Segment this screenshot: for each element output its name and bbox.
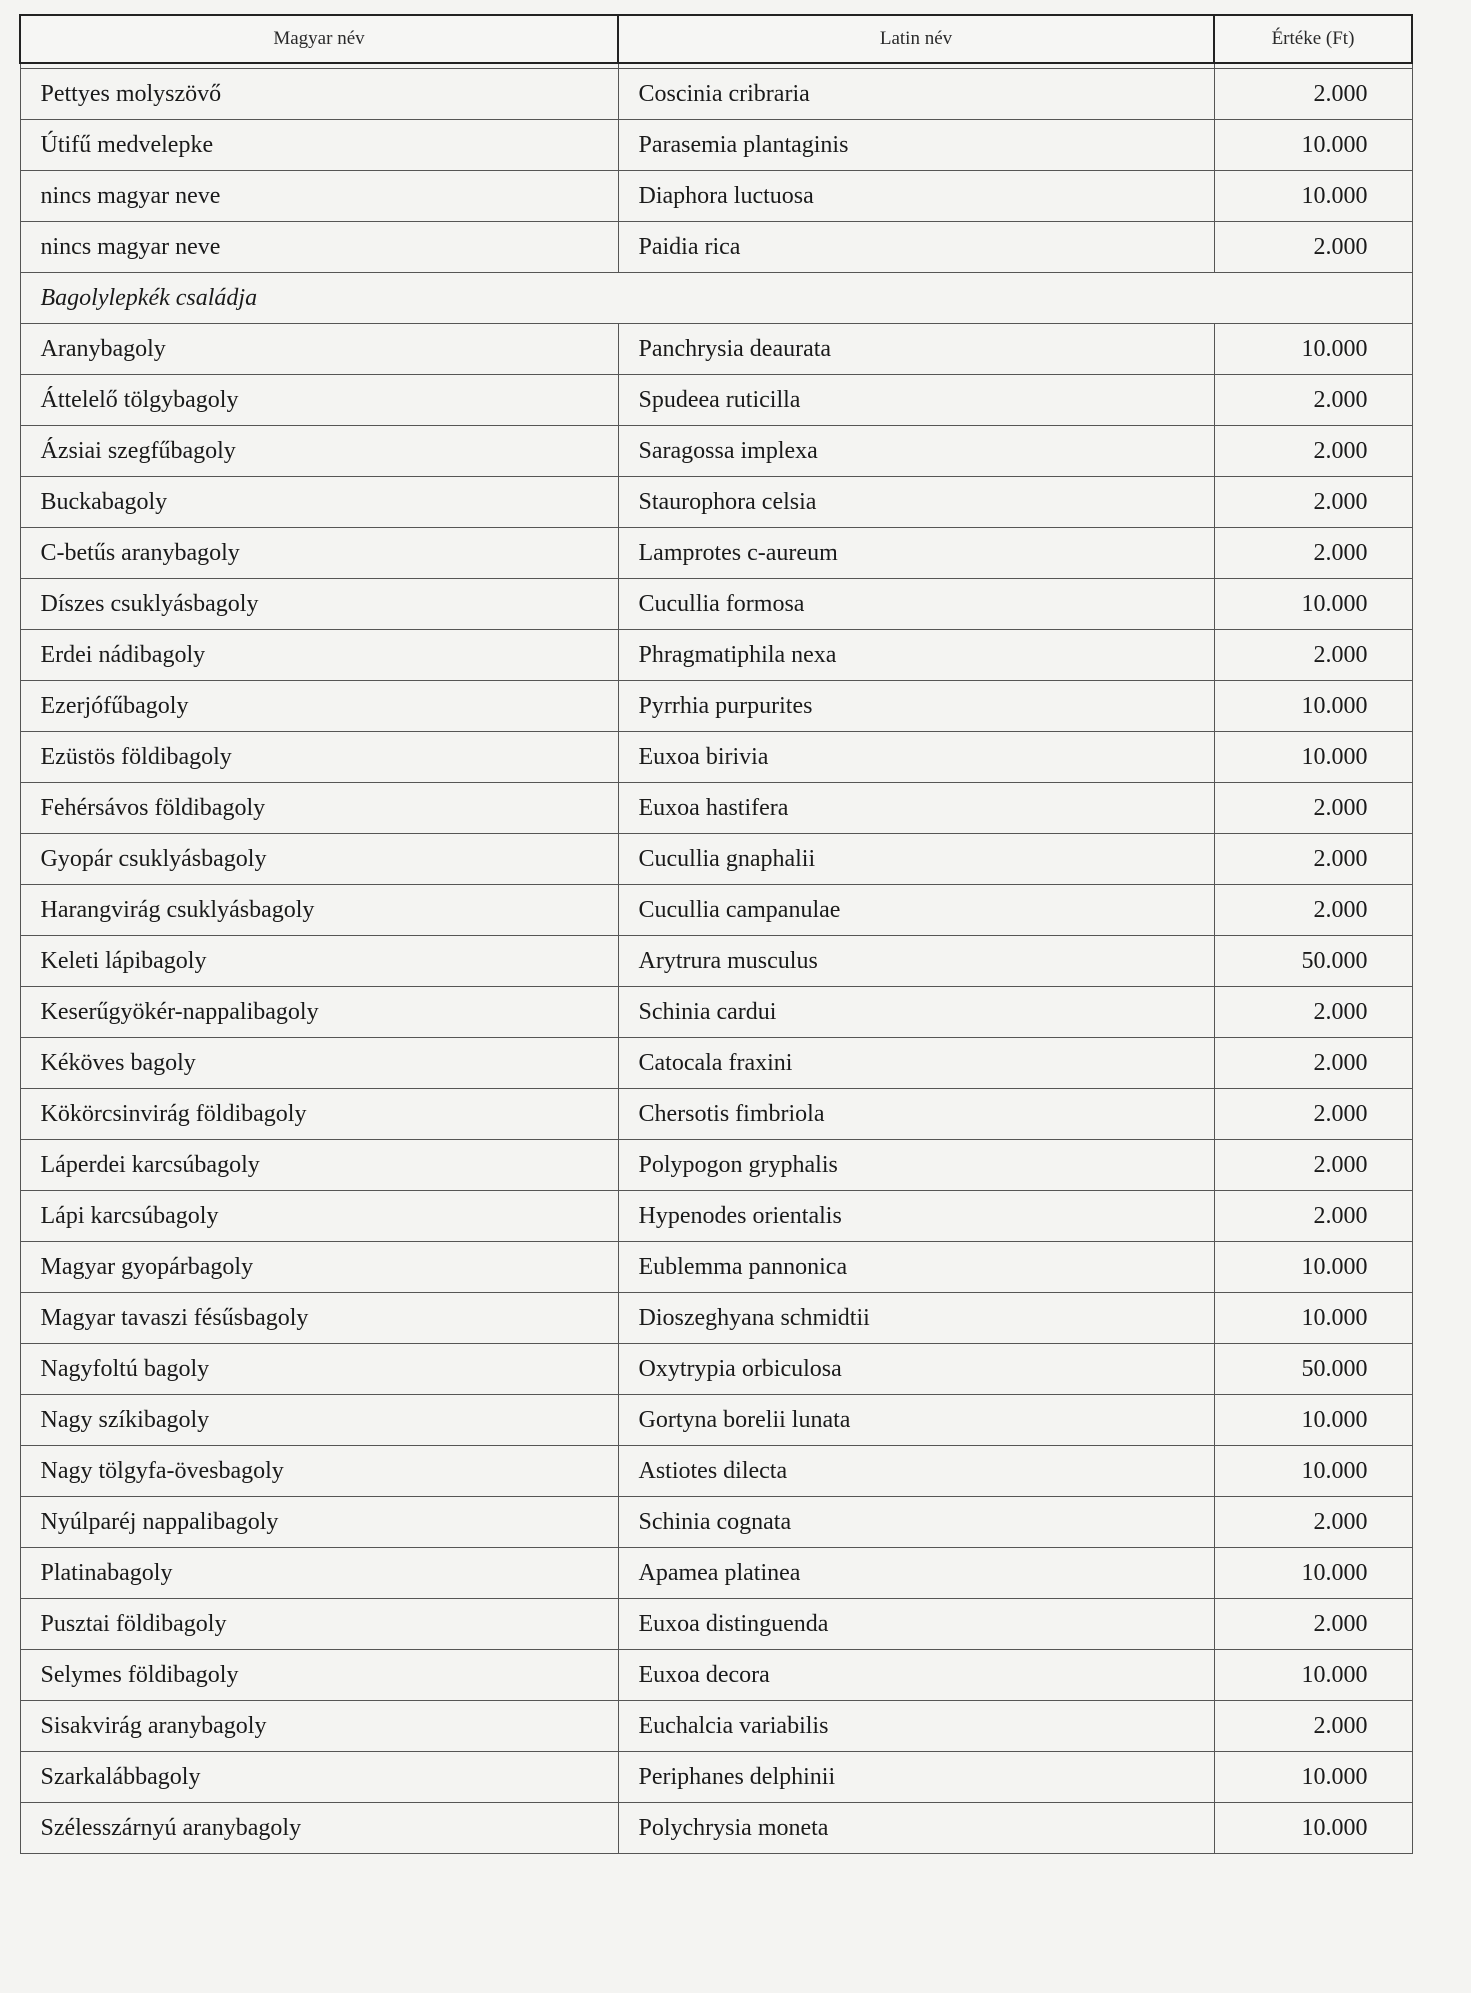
value-cell: 2.000 [1214,426,1412,477]
value-cell: 10.000 [1214,732,1412,783]
table-row [20,783,1412,834]
table-row [20,1752,1412,1803]
table-row [20,681,1412,732]
hungarian-name-cell: C-betűs aranybagoly [20,528,618,579]
hungarian-name-cell: Nagy szíkibagoly [20,1395,618,1446]
value-cell: 2.000 [1214,222,1412,273]
value-cell: 2.000 [1214,69,1412,120]
table-row [20,426,1412,477]
value-cell: 10.000 [1214,1293,1412,1344]
value-cell: 10.000 [1214,579,1412,630]
table-body [20,63,1412,1854]
table-row [20,1803,1412,1854]
table-row [20,222,1412,273]
value-cell: 10.000 [1214,324,1412,375]
latin-name-cell: Coscinia cribraria [618,69,1214,120]
value-cell: 2.000 [1214,1701,1412,1752]
hungarian-name-cell: Áttelelő tölgybagoly [20,375,618,426]
value-cell: 10.000 [1214,1242,1412,1293]
value-cell: 10.000 [1214,171,1412,222]
table-row [20,1293,1412,1344]
table-row [20,324,1412,375]
hungarian-name-cell: Buckabagoly [20,477,618,528]
value-cell: 10.000 [1214,120,1412,171]
hungarian-name-cell: Ezüstös földibagoly [20,732,618,783]
latin-name-cell: Eublemma pannonica [618,1242,1214,1293]
latin-name-cell: Arytrura musculus [618,936,1214,987]
value-cell: 2.000 [1214,477,1412,528]
latin-name-cell: Euxoa birivia [618,732,1214,783]
latin-name-cell: Staurophora celsia [618,477,1214,528]
value-cell: 2.000 [1214,528,1412,579]
latin-name-cell: Astiotes dilecta [618,1446,1214,1497]
hungarian-name-cell: Erdei nádibagoly [20,630,618,681]
table-row [20,1140,1412,1191]
latin-name-cell: Lamprotes c-aureum [618,528,1214,579]
latin-name-cell: Polypogon gryphalis [618,1140,1214,1191]
table-row [20,528,1412,579]
hungarian-name-cell: Selymes földibagoly [20,1650,618,1701]
section-row [20,273,1412,324]
value-cell: 2.000 [1214,1497,1412,1548]
hungarian-name-cell: nincs magyar neve [20,222,618,273]
hungarian-name-cell: Pusztai földibagoly [20,1599,618,1650]
latin-name-cell: Panchrysia deaurata [618,324,1214,375]
value-cell: 2.000 [1214,1038,1412,1089]
hungarian-name-cell: Szélesszárnyú aranybagoly [20,1803,618,1854]
table-row [20,1497,1412,1548]
table-row [20,477,1412,528]
hungarian-name-cell: Kökörcsinvirág földibagoly [20,1089,618,1140]
hungarian-name-cell: Ezerjófűbagoly [20,681,618,732]
hungarian-name-cell: Nyúlparéj nappalibagoly [20,1497,618,1548]
value-cell: 2.000 [1214,630,1412,681]
table-row [20,1446,1412,1497]
table-row [20,375,1412,426]
table-row [20,1089,1412,1140]
hungarian-name-cell: Nagyfoltú bagoly [20,1344,618,1395]
species-value-table [19,14,1413,1854]
value-cell: 10.000 [1214,1548,1412,1599]
hungarian-name-cell: Lápi karcsúbagoly [20,1191,618,1242]
header-hungarian-name: Magyar név [20,15,618,63]
table-row [20,1038,1412,1089]
hungarian-name-cell: Magyar tavaszi fésűsbagoly [20,1293,618,1344]
hungarian-name-cell: Aranybagoly [20,324,618,375]
latin-name-cell: Paidia rica [618,222,1214,273]
table-row [20,1701,1412,1752]
hungarian-name-cell: nincs magyar neve [20,171,618,222]
value-cell: 50.000 [1214,936,1412,987]
header-latin-name: Latin név [618,15,1214,63]
latin-name-cell: Apamea platinea [618,1548,1214,1599]
latin-name-cell: Pyrrhia purpurites [618,681,1214,732]
header-row [20,15,1412,63]
hungarian-name-cell: Kéköves bagoly [20,1038,618,1089]
latin-name-cell: Euxoa decora [618,1650,1214,1701]
hungarian-name-cell: Keserűgyökér-nappalibagoly [20,987,618,1038]
table-row [20,1242,1412,1293]
table-header [20,15,1412,63]
hungarian-name-cell: Platinabagoly [20,1548,618,1599]
value-cell: 2.000 [1214,375,1412,426]
table-row [20,936,1412,987]
hungarian-name-cell: Gyopár csuklyásbagoly [20,834,618,885]
latin-name-cell: Cucullia campanulae [618,885,1214,936]
value-cell: 2.000 [1214,885,1412,936]
latin-name-cell: Cucullia gnaphalii [618,834,1214,885]
value-cell: 2.000 [1214,1599,1412,1650]
value-cell: 2.000 [1214,1191,1412,1242]
hungarian-name-cell: Sisakvirág aranybagoly [20,1701,618,1752]
hungarian-name-cell: Szarkalábbagoly [20,1752,618,1803]
hungarian-name-cell: Ázsiai szegfűbagoly [20,426,618,477]
latin-name-cell: Gortyna borelii lunata [618,1395,1214,1446]
hungarian-name-cell: Harangvirág csuklyásbagoly [20,885,618,936]
section-title: Bagolylepkék családja [20,273,1412,324]
latin-name-cell: Schinia cardui [618,987,1214,1038]
latin-name-cell: Polychrysia moneta [618,1803,1214,1854]
latin-name-cell: Hypenodes orientalis [618,1191,1214,1242]
latin-name-cell: Chersotis fimbriola [618,1089,1214,1140]
latin-name-cell: Dioszeghyana schmidtii [618,1293,1214,1344]
species-value-table-wrap [19,14,1411,1854]
table-row [20,1650,1412,1701]
latin-name-cell: Periphanes delphinii [618,1752,1214,1803]
value-cell: 2.000 [1214,1089,1412,1140]
value-cell: 2.000 [1214,1140,1412,1191]
table-row [20,885,1412,936]
table-row [20,579,1412,630]
latin-name-cell: Catocala fraxini [618,1038,1214,1089]
hungarian-name-cell: Díszes csuklyásbagoly [20,579,618,630]
table-row [20,69,1412,120]
value-cell: 10.000 [1214,1395,1412,1446]
table-row [20,1344,1412,1395]
table-row [20,171,1412,222]
latin-name-cell: Schinia cognata [618,1497,1214,1548]
table-row [20,1548,1412,1599]
value-cell: 2.000 [1214,783,1412,834]
value-cell: 50.000 [1214,1344,1412,1395]
hungarian-name-cell: Pettyes molyszövő [20,69,618,120]
value-cell: 2.000 [1214,987,1412,1038]
latin-name-cell: Euxoa hastifera [618,783,1214,834]
latin-name-cell: Spudeea ruticilla [618,375,1214,426]
latin-name-cell: Parasemia plantaginis [618,120,1214,171]
value-cell: 10.000 [1214,1752,1412,1803]
table-row [20,1599,1412,1650]
latin-name-cell: Oxytrypia orbiculosa [618,1344,1214,1395]
hungarian-name-cell: Nagy tölgyfa-övesbagoly [20,1446,618,1497]
header-value: Értéke (Ft) [1214,15,1412,63]
hungarian-name-cell: Fehérsávos földibagoly [20,783,618,834]
table-row [20,987,1412,1038]
hungarian-name-cell: Láperdei karcsúbagoly [20,1140,618,1191]
latin-name-cell: Cucullia formosa [618,579,1214,630]
latin-name-cell: Euxoa distinguenda [618,1599,1214,1650]
latin-name-cell: Diaphora luctuosa [618,171,1214,222]
table-row [20,834,1412,885]
table-row [20,120,1412,171]
hungarian-name-cell: Magyar gyopárbagoly [20,1242,618,1293]
latin-name-cell: Euchalcia variabilis [618,1701,1214,1752]
latin-name-cell: Phragmatiphila nexa [618,630,1214,681]
value-cell: 2.000 [1214,834,1412,885]
table-row [20,1395,1412,1446]
table-row [20,1191,1412,1242]
hungarian-name-cell: Keleti lápibagoly [20,936,618,987]
table-row [20,732,1412,783]
value-cell: 10.000 [1214,1803,1412,1854]
hungarian-name-cell: Útifű medvelepke [20,120,618,171]
table-row [20,630,1412,681]
value-cell: 10.000 [1214,681,1412,732]
value-cell: 10.000 [1214,1650,1412,1701]
latin-name-cell: Saragossa implexa [618,426,1214,477]
value-cell: 10.000 [1214,1446,1412,1497]
